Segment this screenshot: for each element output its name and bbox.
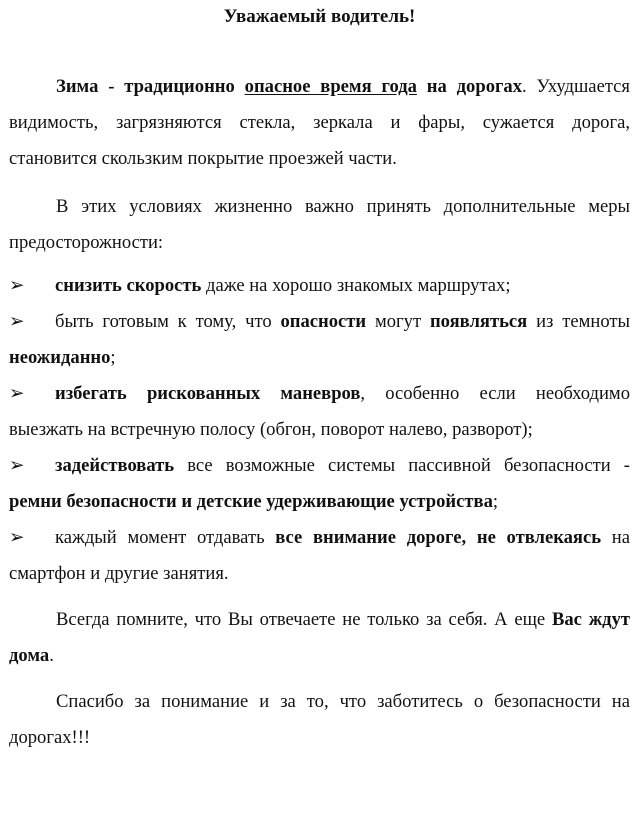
reminder-bold: Вас ждут дома	[9, 609, 631, 666]
list-item-text: все возможные системы пассивной безопасности -	[174, 455, 630, 476]
list-item-bold: снизить скорость	[55, 275, 202, 296]
list-item-bold: избегать рискованных маневров	[55, 383, 361, 404]
list-item-bold: задействовать	[55, 455, 175, 476]
list-item-text: быть готовым к тому, что	[55, 311, 281, 332]
list-item-text: каждый момент отдавать	[55, 527, 276, 548]
list-item-bold: опасности	[280, 311, 367, 332]
reminder-paragraph	[9, 602, 630, 674]
list-item-text: могут	[366, 311, 430, 332]
reminder-text: Всегда помните, что Вы отвечаете не только за себя. А еще	[56, 609, 552, 630]
conditions-paragraph: В этих условиях жизненно важно принять дополнительные меры предосторожности:	[9, 196, 630, 253]
arrow-bullet-icon: ➢	[9, 455, 25, 476]
intro-underlined: опасное время года	[244, 76, 417, 97]
precautions-list	[9, 268, 630, 592]
list-item-text: ;	[110, 347, 116, 368]
list-item-bold: неожиданно	[9, 347, 111, 368]
list-item	[9, 448, 630, 520]
document-title: Уважаемый водитель!	[223, 6, 416, 27]
list-item-bold: ремни безопасности и детские удерживающие устройства	[9, 491, 493, 512]
list-item-text: на смартфон и другие занятия.	[9, 527, 630, 584]
list-item-text: даже на хорошо знакомых маршрутах;	[201, 275, 511, 296]
thanks-paragraph: Спасибо за понимание и за то, что заботитесь о безопасности на дорогах!!!	[9, 691, 630, 748]
intro-bold-2: на дорогах	[426, 76, 523, 97]
arrow-bullet-icon: ➢	[9, 383, 25, 404]
list-item-text: из темноты	[527, 311, 630, 332]
list-item	[9, 376, 630, 448]
list-item-bold: все внимание дороге, не отвлекаясь	[275, 527, 602, 548]
list-item	[9, 520, 630, 592]
arrow-bullet-icon: ➢	[9, 527, 25, 548]
intro-paragraph	[9, 69, 630, 177]
arrow-bullet-icon: ➢	[9, 275, 25, 296]
list-item-bold: появляться	[429, 311, 528, 332]
list-item-text: , особенно если необходимо выезжать на встречную полосу (обгон, поворот налево, разворот);	[9, 383, 630, 440]
intro-bold-1: Зима - традиционно	[56, 76, 235, 97]
list-item-text: ;	[492, 491, 499, 512]
list-item	[9, 268, 630, 304]
arrow-bullet-icon: ➢	[9, 311, 25, 332]
list-item	[9, 304, 630, 376]
reminder-text-end: .	[49, 645, 54, 666]
intro-text: . Ухудшается видимость, загрязняются стекла, зеркала и фары, сужается дорога, становится скользким покрытие проезжей части.	[9, 76, 630, 169]
